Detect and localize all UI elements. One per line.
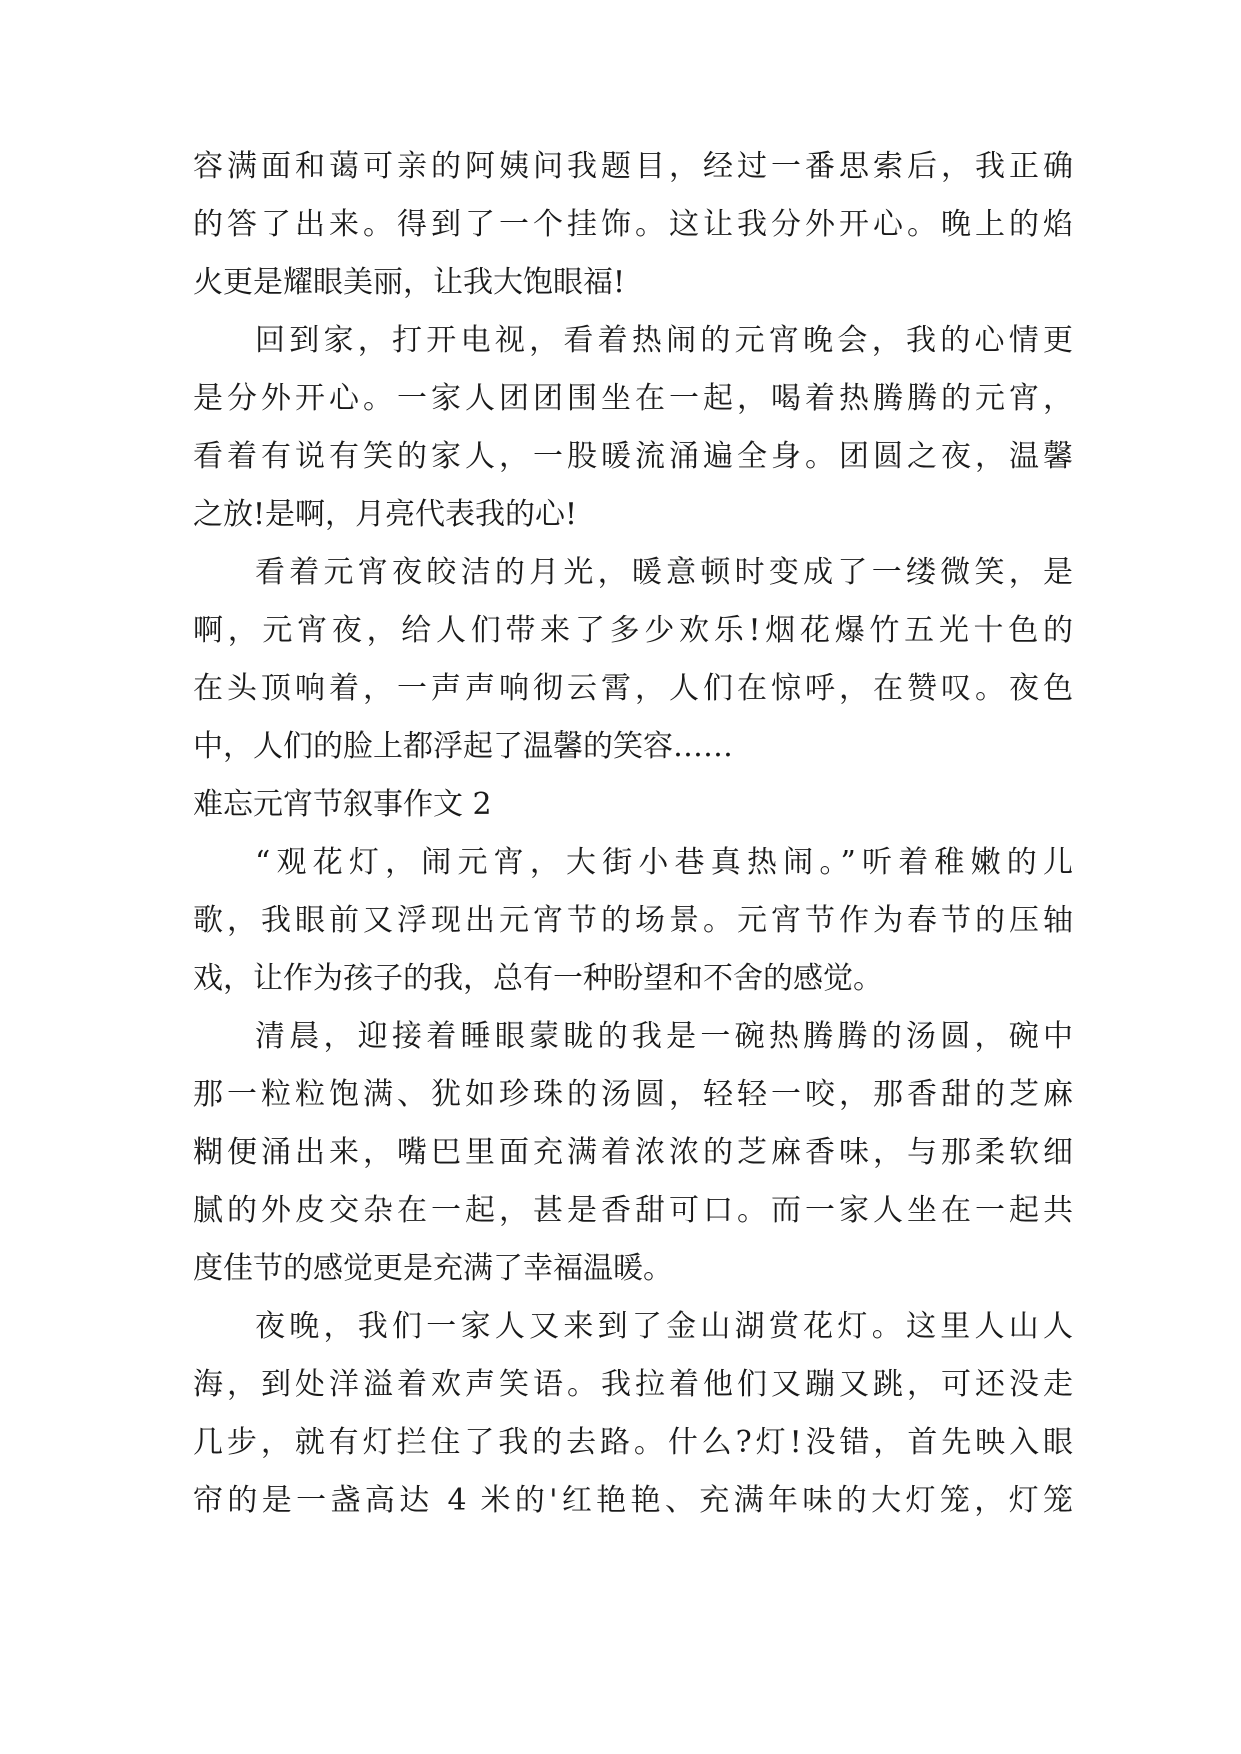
- text-line: 是分外开心。一家人团团围坐在一起，喝着热腾腾的元宵，: [193, 381, 1073, 416]
- text-line: 之放!是啊，月亮代表我的心!: [193, 497, 578, 532]
- text-line: 的答了出来。得到了一个挂饰。这让我分外开心。晚上的焰: [193, 207, 1073, 242]
- text-line: 中，人们的脸上都浮起了温馨的笑容……: [193, 729, 733, 764]
- text-line: 度佳节的感觉更是充满了幸福温暖。: [193, 1251, 673, 1286]
- text-line: 歌，我眼前又浮现出元宵节的场景。元宵节作为春节的压轴: [193, 903, 1073, 938]
- text-line: 火更是耀眼美丽，让我大饱眼福!: [193, 265, 626, 300]
- text-line: 戏，让作为孩子的我，总有一种盼望和不舍的感觉。: [193, 961, 883, 996]
- text-line: 那一粒粒饱满、犹如珍珠的汤圆，轻轻一咬，那香甜的芝麻: [193, 1077, 1073, 1112]
- section-heading: 难忘元宵节叙事作文 2: [193, 787, 492, 822]
- paragraph-first-line: 回到家，打开电视，看着热闹的元宵晚会，我的心情更: [255, 323, 1073, 358]
- text-line: 腻的外皮交杂在一起，甚是香甜可口。而一家人坐在一起共: [193, 1193, 1073, 1228]
- text-line: 啊，元宵夜，给人们带来了多少欢乐!烟花爆竹五光十色的: [193, 613, 1073, 648]
- text-line: 容满面和蔼可亲的阿姨问我题目，经过一番思索后，我正确: [193, 149, 1073, 184]
- paragraph-first-line: 看着元宵夜皎洁的月光，暖意顿时变成了一缕微笑，是: [255, 555, 1073, 590]
- text-line: 糊便涌出来，嘴巴里面充满着浓浓的芝麻香味，与那柔软细: [193, 1135, 1073, 1170]
- paragraph-first-line: “观花灯，闹元宵，大街小巷真热闹。”听着稚嫩的儿: [255, 845, 1073, 880]
- text-line: 海，到处洋溢着欢声笑语。我拉着他们又蹦又跳，可还没走: [193, 1367, 1073, 1402]
- text-line: 帘的是一盏高达 4 米的'红艳艳、充满年味的大灯笼，灯笼: [193, 1483, 1073, 1518]
- text-line: 在头顶响着，一声声响彻云霄，人们在惊呼，在赞叹。夜色: [193, 671, 1073, 706]
- paragraph-first-line: 夜晚，我们一家人又来到了金山湖赏花灯。这里人山人: [255, 1309, 1073, 1344]
- text-line: 看着有说有笑的家人，一股暖流涌遍全身。团圆之夜，温馨: [193, 439, 1073, 474]
- paragraph-first-line: 清晨，迎接着睡眼蒙眬的我是一碗热腾腾的汤圆，碗中: [255, 1019, 1073, 1054]
- text-line: 几步，就有灯拦住了我的去路。什么?灯!没错，首先映入眼: [193, 1425, 1073, 1460]
